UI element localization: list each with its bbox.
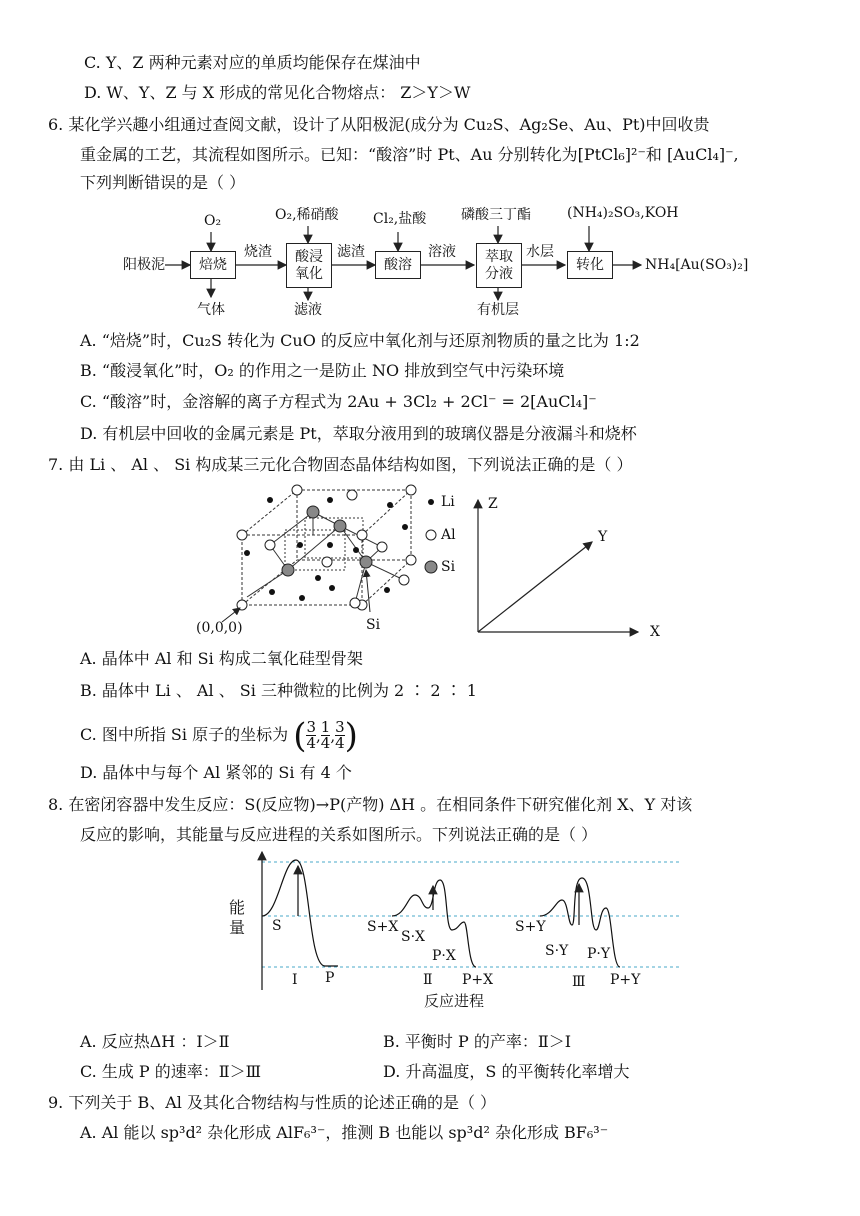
flow-input-tbp: 磷酸三丁酯 (461, 207, 531, 223)
axis-x-label: X (650, 624, 660, 640)
label-s-dot-y: S·Y (545, 943, 569, 959)
coord-y-num: 1 (320, 718, 331, 736)
flow-box-acid-leach-line1: 酸浸 (295, 248, 323, 265)
q5-option-c: C. Y、Z 两种元素对应的单质均能保存在煤油中 (84, 53, 421, 72)
label-path-i: Ⅰ (292, 972, 298, 988)
origin-label: (0,0,0) (196, 620, 243, 636)
label-p-plus-y: P+Y (610, 972, 641, 988)
q8-option-d: D. 升高温度，S 的平衡转化率增大 (383, 1062, 630, 1081)
flow-input-cl2-hcl: Cl₂,盐酸 (373, 211, 427, 227)
q7-option-c-text: C. 图中所指 Si 原子的坐标为 (80, 725, 289, 744)
flow-input-nh4so3-koh: (NH₄)₂SO₃,KOH (567, 205, 679, 221)
label-p-plus-x: P+X (462, 972, 494, 988)
flow-output-organic: 有机层 (477, 302, 519, 318)
flow-box-convert-label: 转化 (576, 256, 604, 273)
q5-option-d: D. W、Y、Z 与 X 形成的常见化合物熔点： Z＞Y＞W (84, 83, 471, 102)
label-path-ii: Ⅱ (423, 972, 433, 988)
q6-stem-line3: 下列判断错误的是（ ） (80, 173, 246, 192)
coord-x-num: 3 (306, 718, 317, 736)
q8-option-b: B. 平衡时 P 的产率：Ⅱ＞Ⅰ (383, 1032, 572, 1051)
q6-option-b: B. “酸浸氧化”时，O₂ 的作用之一是防止 NO 排放到空气中污染环境 (80, 361, 565, 380)
y-axis-label-2: 量 (229, 918, 246, 937)
axis-z-label: Z (488, 496, 498, 512)
flow-arrow-label-2: 滤渣 (337, 244, 365, 260)
flow-start-label: 阳极泥 (123, 257, 165, 273)
q6-option-a: A. “焙烧”时，Cu₂S 转化为 CuO 的反应中氧化剂与还原剂物质的量之比为 1:2 (80, 331, 640, 350)
q9-stem: 9. 下列关于 B、Al 及其化合物结构与性质的论述正确的是（ ） (48, 1093, 497, 1112)
coord-x-den: 4 (306, 734, 317, 752)
q7-option-b: B. 晶体中 Li 、 Al 、 Si 三种微粒的比例为 2 ∶ 2 ∶ 1 (80, 681, 477, 700)
legend-li-label: Li (441, 494, 455, 510)
flow-arrow-label-1: 烧渣 (244, 244, 272, 260)
q8-stem-line2: 反应的影响，其能量与反应进程的关系如图所示。下列说法正确的是（ ） (80, 825, 598, 844)
flow-input-o2: O₂ (204, 213, 222, 229)
q8-stem-line1: 8. 在密闭容器中发生反应：S(反应物)→P(产物) ΔH 。在相同条件下研究催化剂 X、Y 对该 (48, 795, 693, 814)
label-s-plus-x: S+X (367, 919, 399, 935)
flow-input-o2-hno3: O₂,稀硝酸 (275, 207, 339, 223)
q6-option-c: C. “酸溶”时，金溶解的离子方程式为 2Au + 3Cl₂ + 2Cl⁻ = 2[AuCl₄]⁻ (80, 392, 597, 411)
flow-arrow-label-4: 水层 (526, 244, 554, 260)
x-axis-label: 反应进程 (424, 992, 485, 1010)
label-s-dot-x: S·X (401, 929, 426, 945)
legend-si-label: Si (441, 559, 456, 575)
y-axis-label-1: 能 (229, 898, 246, 917)
flow-output-filtrate: 滤液 (294, 302, 322, 318)
label-s: S (272, 918, 282, 934)
q6-option-d: D. 有机层中回收的金属元素是 Pt，萃取分液用到的玻璃仪器是分液漏斗和烧杯 (80, 424, 637, 443)
si-pointer-label: Si (366, 617, 381, 633)
label-path-iii: Ⅲ (572, 974, 586, 990)
q7-option-a: A. 晶体中 Al 和 Si 构成二氧化硅型骨架 (80, 649, 363, 668)
flow-arrow-label-3: 溶液 (428, 244, 456, 260)
q8-option-a: A. 反应热ΔH ：Ⅰ＞Ⅱ (80, 1032, 230, 1051)
coord-z-den: 4 (335, 734, 345, 752)
flow-box-extraction-line2: 分液 (485, 265, 513, 282)
label-p-dot-y: P·Y (587, 946, 611, 962)
q9-option-a: A. Al 能以 sp³d² 杂化形成 AlF₆³⁻，推测 B 也能以 sp³d² 杂化形成 BF₆³⁻ (80, 1123, 609, 1142)
flow-output-gas: 气体 (197, 302, 225, 318)
q7-option-d: D. 晶体中与每个 Al 紧邻的 Si 有 4 个 (80, 763, 352, 782)
si-coordinate: ( $\frac{3}{4}$ , $\frac{1}{4}$ , $\frac{3}{4}$ ) (293, 715, 358, 756)
q6-stem-line2: 重金属的工艺，其流程如图所示。已知：“酸溶”时 Pt、Au 分别转化为[PtCl₆]²⁻和 [AuCl₄]⁻, (80, 145, 739, 164)
flow-box-acid-dissolve-label: 酸溶 (384, 256, 412, 273)
coord-z-num: 3 (335, 718, 345, 736)
legend-al-label: Al (441, 527, 456, 543)
label-p-dot-x: P·X (432, 948, 456, 964)
q8-option-c: C. 生成 P 的速率：Ⅱ＞Ⅲ (80, 1062, 262, 1081)
label-s-plus-y: S+Y (515, 919, 546, 935)
q6-stem-line1: 6. 某化学兴趣小组通过查阅文献，设计了从阳极泥(成分为 Cu₂S、Ag₂Se、Au、Pt)中回收贵 (48, 115, 710, 134)
axis-y-label: Y (598, 529, 608, 545)
flow-box-acid-leach-line2: 氧化 (295, 265, 323, 282)
q7-stem: 7. 由 Li 、 Al 、 Si 构成某三元化合物固态晶体结构如图，下列说法正确的是（ ） (48, 455, 633, 474)
label-p: P (325, 970, 335, 986)
flow-box-extraction-line1: 萃取 (485, 248, 513, 265)
flow-product: NH₄[Au(SO₃)₂] (645, 257, 749, 273)
coord-y-den: 4 (320, 734, 331, 752)
flow-box-roast-label: 焙烧 (199, 256, 227, 273)
